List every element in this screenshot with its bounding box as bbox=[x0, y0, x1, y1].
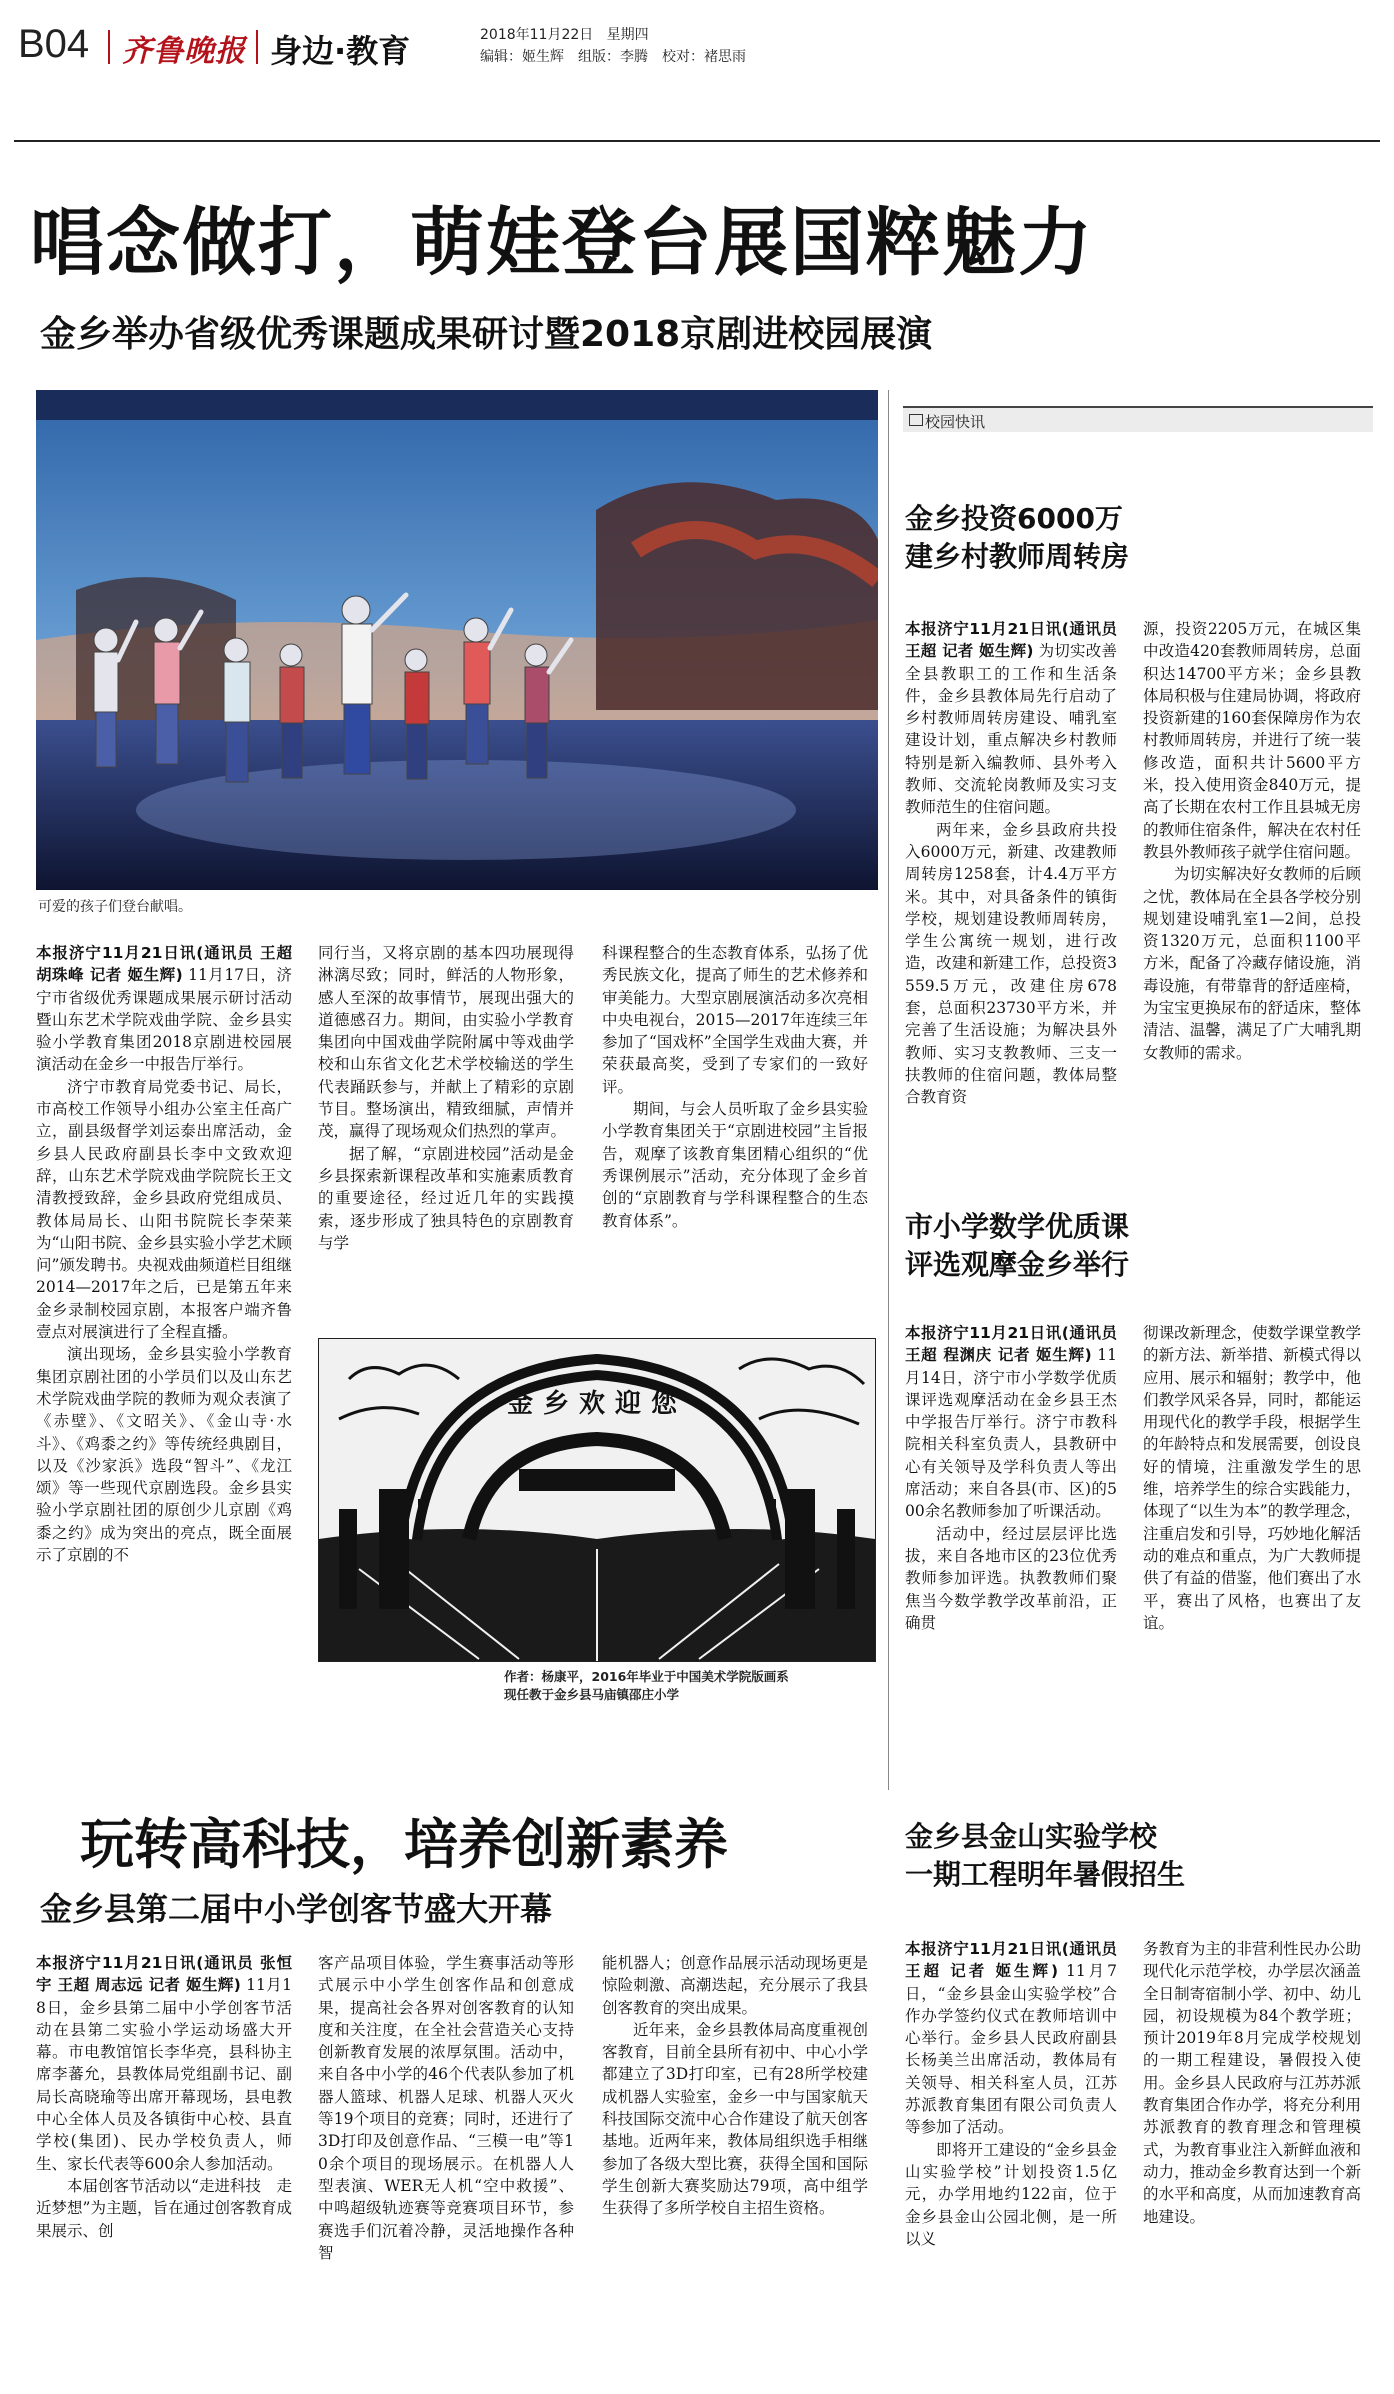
subheadline: 金乡举办省级优秀课题成果研讨暨2018京剧进校园展演 bbox=[40, 314, 933, 355]
paragraph: 11月17日，济宁市省级优秀课题成果展示研讨活动暨山东艺术学院戏曲学院、金乡县实验小学教育集团2018京剧进校园展演活动在金乡一中报告厅举行。 bbox=[36, 966, 292, 1074]
headline-line: 建乡村教师周转房 bbox=[905, 540, 1130, 573]
paragraph: 源，投资2205万元，在城区集中改造420套教师周转房，总面积达14700平方米；金乡县教体局积极与住建局协调，将政府投资新建的160套保障房作为农村教师周转房，并进行了统一装修改造，面积共计5600平方米，投入使用资金840万元，提高了长期在农村工作且县城无房的教师住宿条件，解决在农村任教县外教师孩子就学住宿问题。 bbox=[1143, 620, 1361, 861]
byline: 本报济宁11月21日讯(通讯员 王超 程渊庆 记者 姬生辉) bbox=[905, 1324, 1117, 1365]
paragraph: 彻课改新理念，使数学课堂教学的新方法、新举措、新模式得以应用、展示和辐射；教学中，他们教学风采各异，同时，都能运用现代化的教学手段，根据学生的年龄特点和发展需要，创设良好的情境，注重激发学生的思维，培养学生的综合实践能力，体现了“以生为本”的教学理念，注重启发和引导，巧妙地化解活动的难点和重点，为广大教师提供了有益的借鉴，他们赛出了水平，赛出了风格，也赛出了友谊。 bbox=[1143, 1324, 1361, 1632]
paper-logo: 齐鲁晚报 bbox=[122, 34, 246, 69]
woodcut-caption: 作者：杨康平，2016年毕业于中国美术学院版画系 现任教于金乡县马庙镇邵庄小学 bbox=[504, 1669, 789, 1702]
brief1-column-right bbox=[1143, 618, 1361, 1118]
byline: 本报济宁11月21日讯(通讯员 张恒宇 王超 周志远 记者 姬生辉) bbox=[36, 1954, 292, 1995]
woodcut-artwork bbox=[318, 1338, 876, 1662]
sidebar-label: 校园快讯 bbox=[925, 413, 986, 431]
story2-column-2 bbox=[318, 1952, 574, 2382]
paragraph: 11月7日，“金乡县金山实验学校”合作办学签约仪式在教师培训中心举行。金乡县人民政府副县长杨美兰出席活动，教体局有关领导、相关科室人员，江苏苏派教育集团有限公司负责人等参加了活动。 bbox=[905, 1962, 1117, 2137]
paragraph: 本届创客节活动以“走进科技 走近梦想”为主题，旨在通过创客教育成果展示、创 bbox=[36, 2176, 292, 2240]
brief3-column-right bbox=[1143, 1938, 1361, 2378]
paragraph: 即将开工建设的“金乡县金山实验学校”计划投资1.5亿元，办学用地约122亩，位于金乡县金山公园北侧，是一所以义 bbox=[905, 2140, 1117, 2248]
brief1-headline bbox=[905, 500, 1129, 576]
sidebar-divider bbox=[888, 390, 889, 1790]
issue-date bbox=[480, 24, 649, 44]
section-name: 身边·教育 bbox=[270, 32, 411, 70]
byline: 本报济宁11月21日讯(通讯员 王超 记者 姬生辉) bbox=[905, 620, 1117, 661]
paragraph: 为切实解决好女教师的后顾之忧，教体局在全县各学校分别规划建设哺乳室1—2间，总投资1320万元，总面积1100平方米，配备了冷藏存储设施，消毒设施，有带靠背的舒适座椅，为宝宝更换尿布的舒适床，整体清洁、温馨，满足了广大哺乳期女教师的需求。 bbox=[1143, 865, 1361, 1062]
headline-line: 金乡县金山实验学校 bbox=[905, 1820, 1158, 1853]
paragraph: 务教育为主的非营利性民办公助现代化示范学校，办学层次涵盖全日制寄宿制小学、初中、幼儿园，初设规模为84个教学班；预计2019年8月完成学校规划的一期工程建设，暑假投入使用。金乡县人民政府与江苏苏派教育集团合作办学，将充分利用苏派教育的教育理念和管理模式，为教育事业注入新鲜血液和动力，推动金乡教育达到一个新的水平和高度，从而加速教育高地建设。 bbox=[1143, 1940, 1361, 2226]
masthead-divider bbox=[256, 30, 258, 64]
byline: 本报济宁11月21日讯(通讯员 王超 记者 姬生辉) bbox=[905, 1940, 1117, 1981]
story1-column-2 bbox=[318, 942, 574, 1322]
story1-column-3 bbox=[602, 942, 868, 1322]
story2-column-3 bbox=[602, 1952, 868, 2382]
headline-line: 金乡投资6000万 bbox=[905, 502, 1123, 535]
headline: 唱念做打，萌娃登台展国粹魅力 bbox=[30, 200, 1094, 286]
story2-column-1 bbox=[36, 1952, 292, 2382]
brief2-column-left bbox=[905, 1322, 1117, 1802]
stage-photo-illustration bbox=[36, 390, 878, 890]
brief2-column-right bbox=[1143, 1322, 1361, 1802]
paragraph: 科课程整合的生态教育体系，弘扬了优秀民族文化，提高了师生的艺术修养和审美能力。大型京剧展演活动多次亮相中央电视台，2015—2017年连续三年参加了“国戏杯”全国学生戏曲大赛，并荣获最高奖，受到了专家们的一致好评。 bbox=[602, 944, 868, 1096]
photo-caption: 可爱的孩子们登台献唱。 bbox=[38, 899, 192, 915]
paragraph: 11月14日，济宁市小学数学优质课评选观摩活动在金乡县王杰中学报告厅举行。济宁市教科院相关科室负责人，县教研中心有关领导及学科负责人等出席活动；来自各县(市、区)的500余名教师参加了听课活动。 bbox=[905, 1346, 1117, 1521]
headline-line: 市小学数学优质课 bbox=[905, 1210, 1130, 1243]
headline-line: 评选观摩金乡举行 bbox=[905, 1248, 1130, 1281]
date: 2018年11月22日 bbox=[480, 27, 594, 43]
paragraph: 同行当，又将京剧的基本四功展现得淋漓尽致；同时，鲜活的人物形象，感人至深的故事情节，展现出强大的道德感召力。期间，由实验小学教育集团向中国戏曲学院附属中等戏曲学校和山东省文化艺术学校输送的学生代表踊跃参与，并献上了精彩的京剧节目。整场演出，精致细腻，声情并茂，赢得了现场观众们热烈的掌声。 bbox=[318, 944, 574, 1141]
brief3-column-left bbox=[905, 1938, 1117, 2378]
stage-photo bbox=[36, 390, 878, 890]
paragraph: 演出现场，金乡县实验小学教育集团京剧社团的小学员们以及山东艺术学院戏曲学院的教师为观众表演了《赤壁》、《文昭关》、《金山寺·水斗》、《鸡黍之约》等传统经典剧目，以及《沙家浜》选段“智斗”、《龙江颂》等一些现代京剧选段。金乡县实验小学京剧社团的原创少儿京剧《鸡黍之约》成为突出的亮点，既全面展示了京剧的不 bbox=[36, 1345, 292, 1565]
paragraph: 据了解，“京剧进校园”活动是金乡县探索新课程改革和实施素质教育的重要途径，经过近几年的实践摸索，逐步形成了独具特色的京剧教育与学 bbox=[318, 1144, 574, 1252]
story1-column-1 bbox=[36, 942, 292, 1702]
byline: 本报济宁11月21日讯(通讯员 王超 胡珠峰 记者 姬生辉) bbox=[36, 944, 292, 985]
brief2-headline bbox=[905, 1208, 1129, 1284]
weekday: 星期四 bbox=[606, 27, 649, 43]
paragraph: 11月18日，金乡县第二届中小学创客节活动在县第二实验小学运动场盛大开幕。市电教馆馆长李华亮，县科协主席李蕃允，县教体局党组副书记、副局长高晓瑜等出席开幕现场，县电教中心全体人员及各镇街中心校、县直学校(集团)、民办学校负责人，师生、家长代表等600余人参加活动。 bbox=[36, 1976, 292, 2173]
sidebar-label-icon bbox=[909, 414, 923, 426]
story2-headline: 玩转高科技，培养创新素养 bbox=[80, 1813, 728, 1876]
paragraph: 期间，与会人员听取了金乡县实验小学教育集团关于“京剧进校园”主旨报告，观摩了该教育集团精心组织的“优秀课例展示”活动，充分体现了金乡首创的“京剧教育与学科课程整合的生态教育体系”。 bbox=[602, 1100, 868, 1230]
masthead-rule bbox=[14, 140, 1380, 142]
paragraph: 客产品项目体验，学生赛事活动等形式展示中小学生创客作品和创意成果，提高社会各界对创客教育的认知度和关注度，在全社会营造关心支持创新教育发展的浓厚氛围。活动中，来自各中小学的46个代表队参加了机器人篮球、机器人足球、机器人灭火等19个项目的竞赛；同时，还进行了3D打印及创意作品、“三模一电”等10余个项目的现场展示。在机器人人型表演、WER无人机“空中救援”、中鸣超级轨迹赛等竞赛项目环节，参赛选手们沉着冷静，灵活地操作各种智 bbox=[318, 1954, 574, 2262]
paragraph: 两年来，金乡县政府共投入6000万元，新建、改建教师周转房1258套，计4.4万平方米。其中，对具备条件的镇街学校，规划建设教师周转房，学生公寓统一规划，进行改造，改建和新建工作，总投资3559.5万元，改建住房678套，总面积23730平方米，并完善了生活设施；为解决县外教师、实习支教教师、三支一扶教师的住宿问题，教体局整合教育资 bbox=[905, 820, 1117, 1107]
paragraph: 活动中，经过层层评比选拔，来自各地市区的23位优秀教师参加评选。执教教师们聚焦当今数学教学改革前沿，正确贯 bbox=[905, 1524, 1117, 1632]
credits: 编辑：姬生辉 组版：李腾 校对：褚思雨 bbox=[480, 49, 746, 65]
woodcut-arch-text: 金乡欢迎您 bbox=[507, 1389, 688, 1419]
paragraph: 能机器人；创意作品展示活动现场更是惊险刺激、高潮迭起，充分展示了我县创客教育的突出成果。 bbox=[602, 1954, 868, 2017]
brief3-headline bbox=[905, 1818, 1185, 1894]
paragraph: 近年来，金乡县教体局高度重视创客教育，目前全县所有初中、中心小学都建立了3D打印室，已有28所学校建成机器人实验室，金乡一中与国家航天科技国际交流中心合作建设了航天创客基地。近两年来，教体局组织选手相继参加了各级大型比赛，获得全国和国际学生创新大赛奖励达79项，高中组学生获得了多所学校自主招生资格。 bbox=[602, 2020, 868, 2218]
masthead-divider bbox=[108, 30, 110, 64]
brief1-column-left bbox=[905, 618, 1117, 1118]
story2-subheadline: 金乡县第二届中小学创客节盛大开幕 bbox=[40, 1890, 553, 1928]
sidebar-label-bar bbox=[903, 406, 1373, 432]
masthead bbox=[0, 0, 1394, 90]
headline-line: 一期工程明年暑假招生 bbox=[905, 1858, 1186, 1891]
page-number: B04 bbox=[18, 22, 90, 66]
paragraph: 济宁市教育局党委书记、局长，市高校工作领导小组办公室主任高广立，副县级督学刘运泰出席活动，金乡县人民政府副县长李中文致欢迎辞，山东艺术学院戏曲学院院长王文清教授致辞，金乡县政府党组成员、教体局局长、山阳书院院长李荣莱为“山阳书院、金乡县实验小学艺术顾问”颁发聘书。央视戏曲频道栏目组继2014—2017年之后，已是第五年来金乡录制校园京剧，本报客户端齐鲁壹点对展演进行了全程直播。 bbox=[36, 1077, 292, 1342]
paragraph: 为切实改善全县教职工的工作和生活条件，金乡县教体局先行启动了乡村教师周转房建设、哺乳室建设计划，重点解决乡村教师特别是新入编教师、县外考入教师、交流轮岗教师及实习支教师范生的住宿问题。 bbox=[905, 642, 1117, 817]
